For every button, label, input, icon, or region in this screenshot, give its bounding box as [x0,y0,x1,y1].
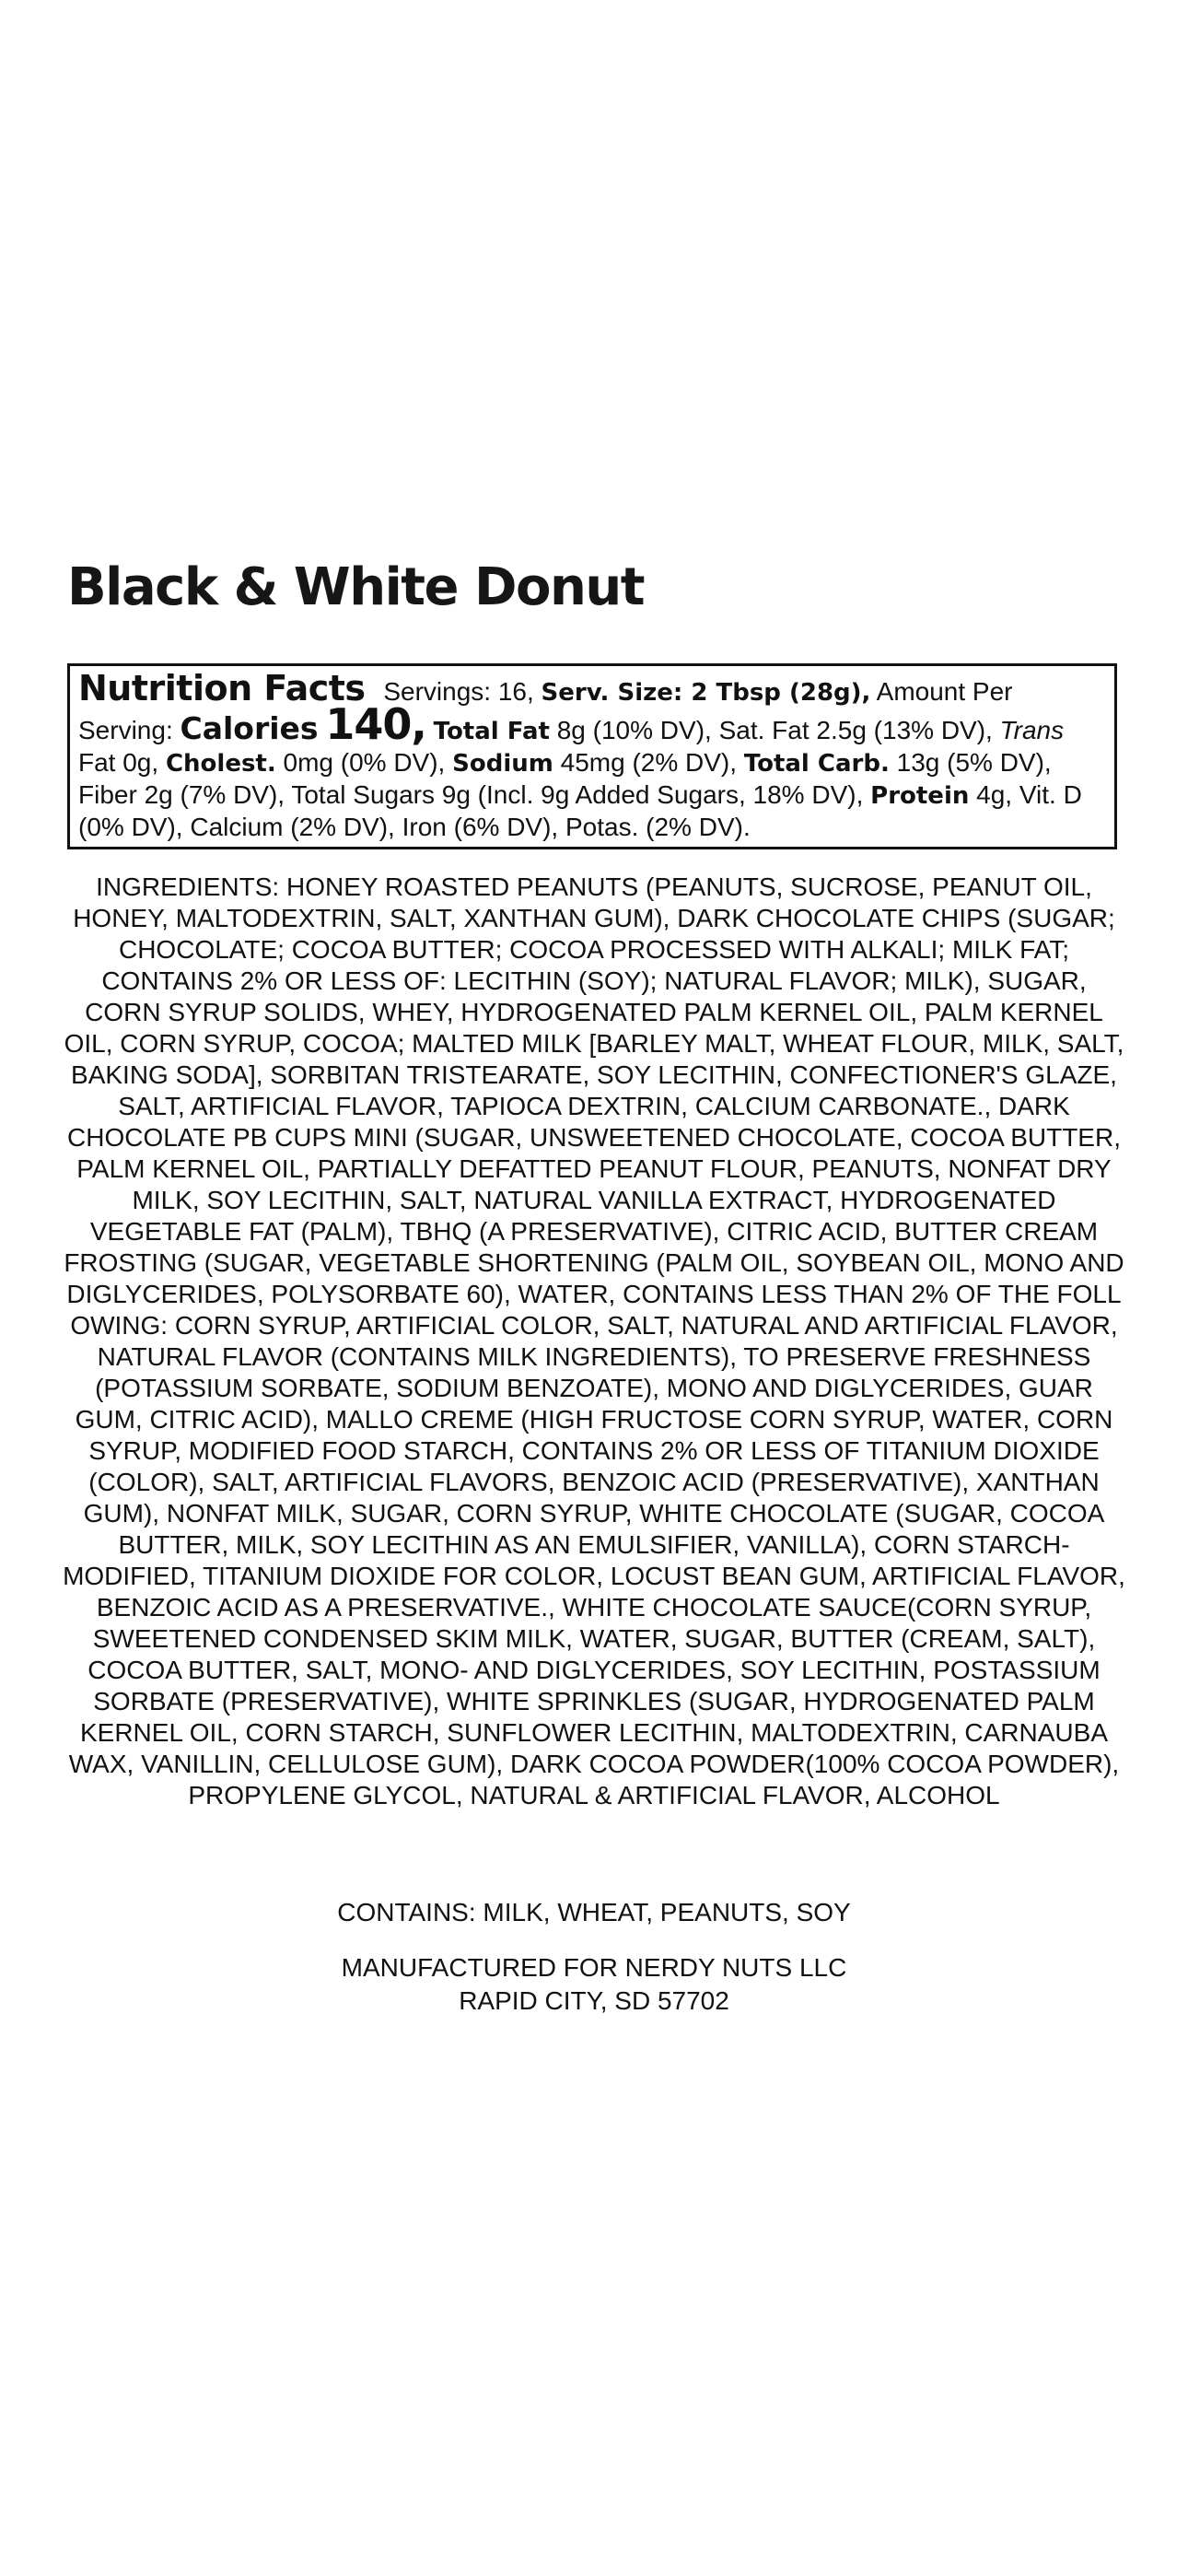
manufacturer-info [61,1951,1127,2018]
trans-fat-value: Fat 0g, [78,748,159,777]
serving-size-text: Serv. Size: 2 Tbsp (28g), [541,679,871,707]
total-fat-value: 8g (10% DV), Sat. Fat 2.5g (13% DV), [556,716,993,744]
product-title: Black & White Donut [67,557,644,617]
nutrition-facts-heading: Nutrition Facts [78,668,366,708]
total-carb-value: 13g (5% DV), Fiber 2g (7% DV), Total Sugars 9g (Incl. 9g Added Sugars, 18% DV), [78,748,1052,809]
sodium-label: Sodium [452,750,553,778]
calories-label: Calories [180,710,319,746]
nutrition-facts-panel [67,663,1117,849]
amount-per-serving-text: Amount Per Serving: [78,677,1013,744]
cholesterol-value: 0mg (0% DV), [283,748,446,777]
calories-value: 140, [325,699,426,749]
servings-text: Servings: 16, [383,677,534,706]
trans-fat-label: Trans [999,716,1065,744]
protein-value: 4g, Vit. D (0% DV), Calcium (2% DV), Iron (6% DV), Potas. (2% DV). [78,780,1082,841]
ingredients-list: INGREDIENTS: HONEY ROASTED PEANUTS (PEANUTS, SUCROSE, PEANUT OIL, HONEY, MALTODEXTRIN, SALT, XANTHAN GUM), DARK CHOCOLATE CHIPS (SUGAR; CHOCOLATE; COCOA BUTTER; COCOA PROCESSED WITH ALKALI; MILK FAT; CONTAINS 2% OR LESS OF: LECITHIN (SOY); NATURAL FLAVOR; MILK), SUGAR, CORN SYRUP SOLIDS, WHEY, HYDROGENATED PALM KERNEL OIL, PALM KERNEL OIL, CORN SYRUP, COCOA; MALTED MILK [BARLEY MALT, WHEAT FLOUR, MILK, SALT, BAKING SODA], SORBITAN TRISTEARATE, SOY LECITHIN, CONFECTIONER'S GLAZE, SALT, ARTIFICIAL FLAVOR, TAPIOCA DEXTRIN, CALCIUM CARBONATE., DARK CHOCOLATE PB CUPS MINI (SUGAR, UNSWEETENED CHOCOLATE, COCOA BUTTER, PALM KERNEL OIL, PARTIALLY DEFATTED PEANUT FLOUR, PEANUTS, NONFAT DRY MILK, SOY LECITHIN, SALT, NATURAL VANILLA EXTRACT, HYDROGENATED VEGETABLE FAT (PALM), TBHQ (A PRESERVATIVE), CITRIC ACID, BUTTER CREAM FROSTING (SUGAR, VEGETABLE SHORTENING (PALM OIL, SOYBEAN OIL, MONO AND DIGLYCERIDES, POLYSORBATE 60), WATER, CONTAINS LESS THAN 2% OF THE FOLL OWING: CORN SYRUP, ARTIFICIAL COLOR, SALT, NATURAL AND ARTIFICIAL FLAVOR, NATURAL FLAVOR (CONTAINS MILK INGREDIENTS), TO PRESERVE FRESHNESS (POTASSIUM SORBATE, SODIUM BENZOATE), MONO AND DIGLYCERIDES, GUAR GUM, CITRIC ACID), MALLO CREME (HIGH FRUCTOSE CORN SYRUP, WATER, CORN SYRUP, MODIFIED FOOD STARCH, CONTAINS 2% OR LESS OF TITANIUM DIOXIDE (COLOR), SALT, ARTIFICIAL FLAVORS, BENZOIC ACID (PRESERVATIVE), XANTHAN GUM), NONFAT MILK, SUGAR, CORN SYRUP, WHITE CHOCOLATE (SUGAR, COCOA BUTTER, MILK, SOY LECITHIN AS AN EMULSIFIER, VANILLA), CORN STARCH-MODIFIED, TITANIUM DIOXIDE FOR COLOR, LOCUST BEAN GUM, ARTIFICIAL FLAVOR, BENZOIC ACID AS A PRESERVATIVE., WHITE CHOCOLATE SAUCE(CORN SYRUP, SWEETENED CONDENSED SKIM MILK, WATER, SUGAR, BUTTER (CREAM, SALT), COCOA BUTTER, SALT, MONO- AND DIGLYCERIDES, SOY LECITHIN, POSTASSIUM SORBATE (PRESERVATIVE), WHITE SPRINKLES (SUGAR, HYDROGENATED PALM KERNEL OIL, CORN STARCH, SUNFLOWER LECITHIN, MALTODEXTRIN, CARNAUBA WAX, VANILLIN, CELLULOSE GUM), DARK COCOA POWDER(100% COCOA POWDER), PROPYLENE GLYCOL, NATURAL & ARTIFICIAL FLAVOR, ALCOHOL [63,872,1125,1809]
manufacturer-name: MANUFACTURED FOR NERDY NUTS LLC [341,1953,847,1982]
total-carb-label: Total Carb. [743,750,890,778]
sodium-value: 45mg (2% DV), [560,748,738,777]
total-fat-label: Total Fat [433,718,550,745]
protein-label: Protein [870,782,970,810]
manufacturer-address: RAPID CITY, SD 57702 [459,1986,729,2015]
allergen-statement: CONTAINS: MILK, WHEAT, PEANUTS, SOY [337,1898,851,1926]
cholesterol-label: Cholest. [165,750,276,778]
